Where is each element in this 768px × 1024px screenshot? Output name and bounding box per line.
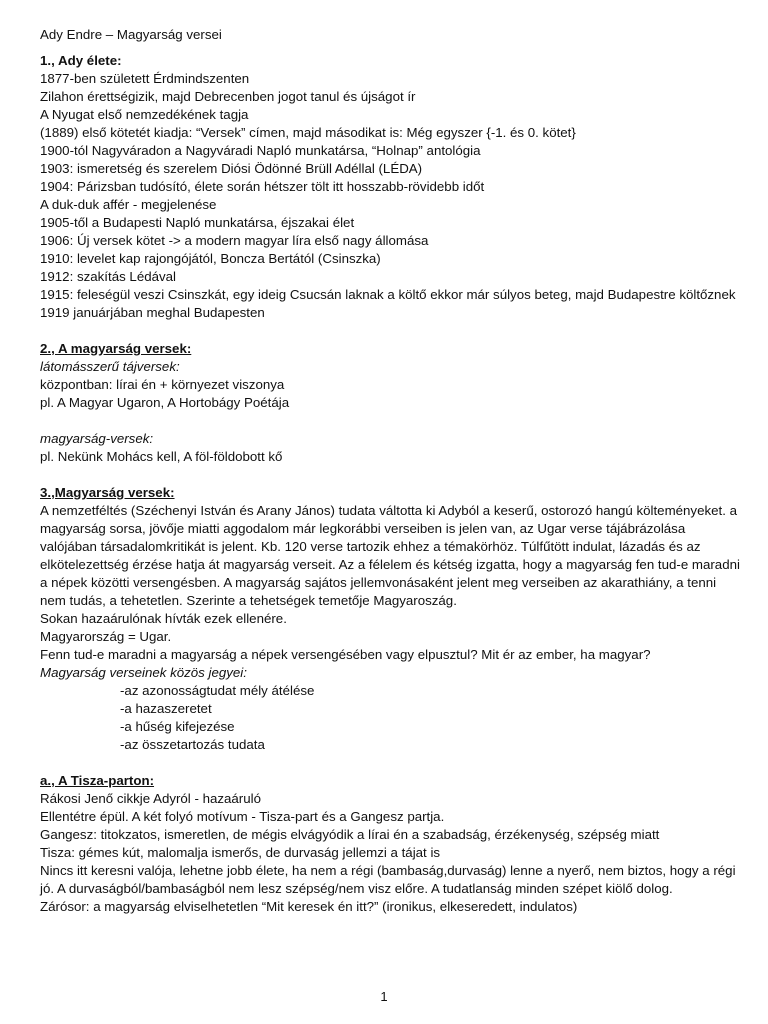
text-line: Gangesz: titokzatos, ismeretlen, de mégis elvágyódik a lírai én a szabadság, érzékenység, szépség miatt	[40, 827, 660, 842]
subheading-hungarian-poems: magyarság-versek:	[40, 431, 154, 446]
spacer	[40, 412, 740, 430]
text-line: 1900-tól Nagyváradon a Nagyváradi Napló munkatársa, “Holnap” antológia	[40, 143, 481, 158]
subheading-common-traits: Magyarság verseinek közös jegyei:	[40, 665, 247, 680]
text-line: központban: lírai én + környezet viszonya	[40, 377, 285, 392]
list-item: -a hűség kifejezése	[120, 719, 235, 734]
text-line: Tisza: gémes kút, malomalja ismerős, de durvaság jellemzi a tájat is	[40, 845, 441, 860]
document-title: Ady Endre – Magyarság versei	[40, 27, 222, 42]
spacer	[40, 322, 740, 340]
text-line: 1905-től a Budapesti Napló munkatársa, éjszakai élet	[40, 215, 355, 230]
text-line: A Nyugat első nemzedékének tagja	[40, 107, 249, 122]
spacer	[40, 466, 740, 484]
text-line: 1877-ben született Érdmindszenten	[40, 71, 250, 86]
page-number: 1	[380, 989, 388, 1004]
text-line: Fenn tud-e maradni a magyarság a népek versengésében vagy elpusztul? Mit ér az ember, ha magyar?	[40, 647, 651, 662]
paragraph: A nemzetféltés (Széchenyi István és Arany János) tudata váltotta ki Adyból a keserű, ostorozó hangú költeményeket. a magyarság sorsa, jövője miatti aggodalom már legkorábbi verseiben is jelen van, az Ugar verse tájábrázolása valójában társadalomkritikát is jelent. Kb. 120 verse tartozik ehhez a témakörhöz. Túlfűtött indulat, lázadás és az elkötelezettség érzése hatja át magyarság verseit. Az a félelem és kétség izgatta, hogy a magyarság fen tud-e maradni a népek közötti versengésben. A magyarság sajátos jellemvonásaként jelent meg verseiben az akarathiány, a tenni nem tudás, a tehetetlen. Szerinte a tehetségek temetője Magyaroszág.	[40, 503, 740, 608]
section-heading-hungarian-poems-2: 3.,Magyarság versek:	[40, 485, 175, 500]
list-item: -az azonosságtudat mély átélése	[120, 683, 315, 698]
section-heading-ady-life: 1., Ady élete:	[40, 53, 122, 68]
list-item: -a hazaszeretet	[120, 701, 212, 716]
text-line: 1919 januárjában meghal Budapesten	[40, 305, 265, 320]
text-line: Ellentétre épül. A két folyó motívum - Tisza-part és a Gangesz partja.	[40, 809, 445, 824]
text-line: Zilahon érettségizik, majd Debrecenben jogot tanul és újságot ír	[40, 89, 416, 104]
text-line: (1889) első kötetét kiadja: “Versek” címen, majd másodikat is: Még egyszer {-1. és 0. kötet}	[40, 125, 576, 140]
text-line: 1910: levelet kap rajongójától, Boncza Bertától (Csinszka)	[40, 251, 381, 266]
document-page	[40, 26, 740, 916]
text-line: 1904: Párizsban tudósító, élete során hétszer tölt itt hosszabb-rövidebb időt	[40, 179, 485, 194]
text-line: pl. A Magyar Ugaron, A Hortobágy Poétája	[40, 395, 290, 410]
text-line: 1915: feleségül veszi Csinszkát, egy ideig Csucsán laknak a költő ekkor már súlyos beteg, majd Budapestre költőznek	[40, 287, 736, 302]
section-heading-tisza-parton: a., A Tisza-parton:	[40, 773, 155, 788]
text-line: 1912: szakítás Lédával	[40, 269, 177, 284]
text-line: Magyarország = Ugar.	[40, 629, 172, 644]
subheading-landscape-poems: látomásszerű tájversek:	[40, 359, 180, 374]
spacer	[40, 754, 740, 772]
closing-line: Zárósor: a magyarság elviselhetetlen “Mit keresek én itt?” (ironikus, elkeseredett, indulatos)	[40, 899, 578, 914]
section-heading-hungarian-poems: 2., A magyarság versek:	[40, 341, 192, 356]
text-line: 1903: ismeretség és szerelem Diósi Ödönné Brüll Adéllal (LÉDA)	[40, 161, 423, 176]
text-line: A duk-duk affér - megjelenése	[40, 197, 217, 212]
text-line: pl. Nekünk Mohács kell, A föl-földobott kő	[40, 449, 283, 464]
text-line: Rákosi Jenő cikkje Adyról - hazaáruló	[40, 791, 261, 806]
list-item: -az összetartozás tudata	[120, 737, 265, 752]
text-line: 1906: Új versek kötet -> a modern magyar líra első nagy állomása	[40, 233, 429, 248]
text-line: Sokan hazaárulónak hívták ezek ellenére.	[40, 611, 287, 626]
paragraph: Nincs itt keresni valója, lehetne jobb élete, ha nem a régi (bambaság,durvaság) lenne a nyerő, nem biztos, hogy a régi jó. A durvaságból/bambaságból nem lesz szépség/nem visz előre. A tudatlanság minden szépet kiölő dolog.	[40, 863, 736, 896]
